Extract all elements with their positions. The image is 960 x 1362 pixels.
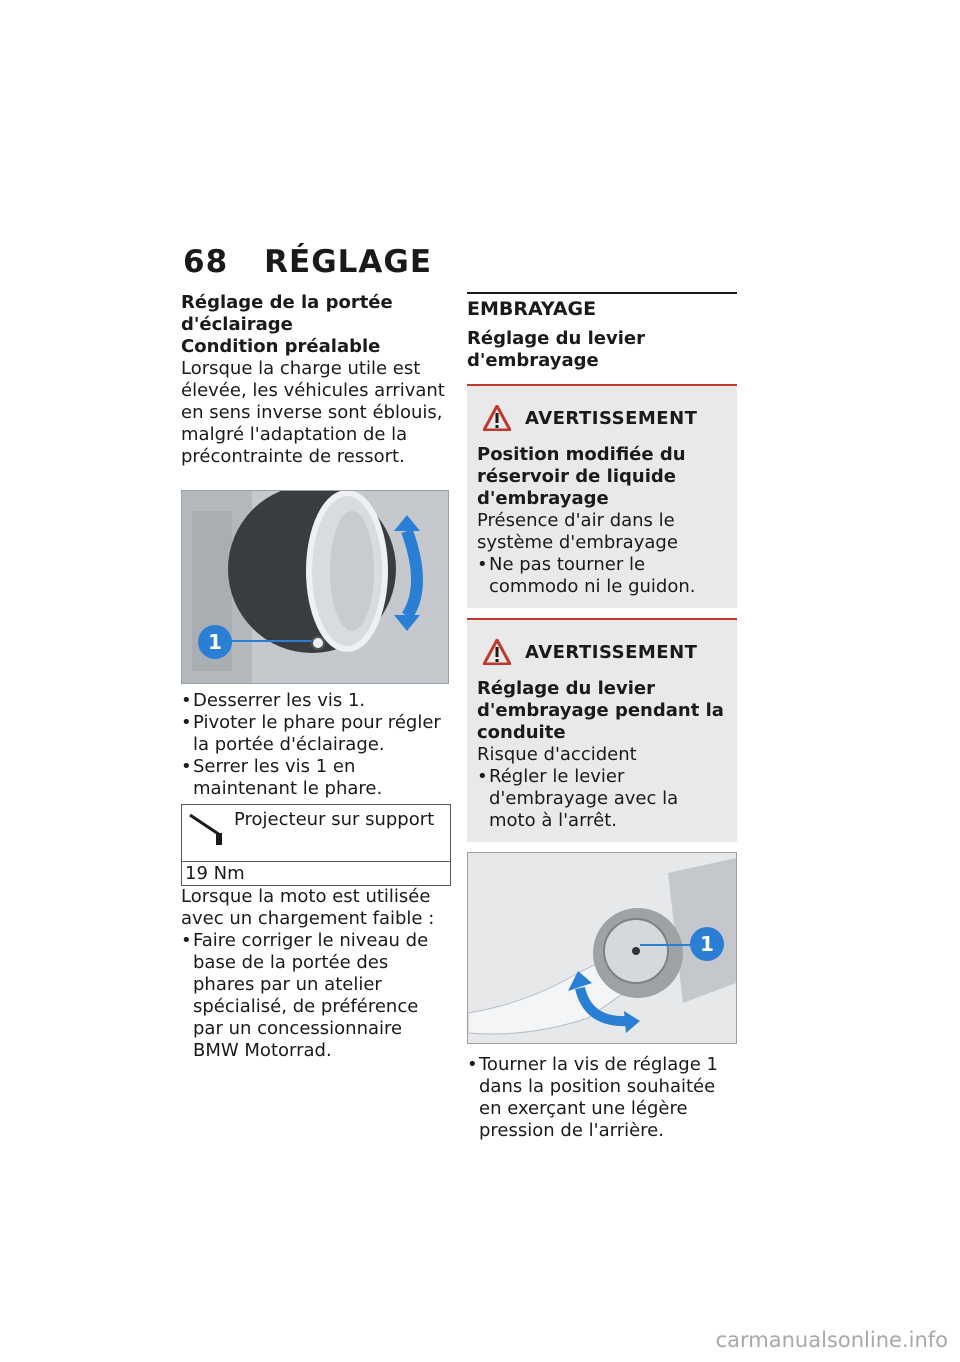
subheading: Condition préalable — [181, 336, 381, 357]
warning-headline: Réglage du levier d'embrayage pendant la conduite — [477, 678, 724, 743]
headlight-figure — [181, 490, 449, 684]
warning-text: Risque d'accident — [477, 744, 637, 765]
warning-triangle-icon — [483, 639, 511, 665]
step-item: • Serrer les vis 1 en maintenant le phare. — [181, 756, 451, 800]
torque-wrench-icon — [188, 811, 228, 847]
intro-text: Lorsque la charge utile est élevée, les véhicules arrivant en sens inverse sont éblouis, malgré l'adaptation de la précontrainte de ressort. — [181, 358, 445, 467]
page-number: 68 — [183, 244, 229, 280]
warning-headline: Position modifiée du réservoir de liquide d'embrayage — [477, 444, 686, 509]
step-item: • Pivoter le phare pour régler la portée d'éclairage. — [181, 712, 451, 756]
warning-bullet: • Régler le levier d'embrayage avec la moto à l'arrêt. — [477, 766, 727, 832]
clutch-lever-figure — [467, 852, 737, 1044]
page-title: RÉGLAGE — [264, 244, 432, 280]
warning-box — [467, 384, 737, 608]
section-rule — [467, 292, 737, 294]
watermark: carmanualsonline.info — [715, 1328, 948, 1352]
callout-1 — [198, 625, 232, 659]
warning-box — [467, 618, 737, 842]
callout-number: 1 — [700, 932, 714, 956]
step-item: • Tourner la vis de réglage 1 dans la position souhaitée en exerçant une légère pression de l'arrière. — [467, 1054, 737, 1142]
warning-text: Présence d'air dans le système d'embrayage — [477, 510, 678, 553]
left-column — [181, 292, 451, 1062]
callout-number: 1 — [208, 630, 222, 654]
warning-title: AVERTISSEMENT — [525, 407, 698, 429]
section-title: EMBRAYAGE — [467, 298, 597, 320]
callout-1 — [690, 927, 724, 961]
page-header — [183, 244, 432, 280]
torque-value: 19 Nm — [185, 863, 245, 884]
step-item: • Desserrer les vis 1. — [181, 690, 451, 712]
right-column — [467, 292, 737, 1142]
section-heading: Réglage de la portée d'éclairage — [181, 292, 393, 335]
section-heading: Réglage du levier d'embrayage — [467, 328, 645, 371]
warning-bullet: • Ne pas tourner le commodo ni le guidon. — [477, 554, 727, 598]
torque-label: Projecteur sur support — [234, 809, 435, 830]
torque-spec-table — [181, 804, 451, 886]
warning-triangle-icon — [483, 405, 511, 431]
conditional-text: Lorsque la moto est utilisée avec un chargement faible : — [181, 886, 435, 929]
step-item: • Faire corriger le niveau de base de la portée des phares par un atelier spécialisé, de préférence par un concessionnaire BMW Motorrad. — [181, 930, 451, 1062]
warning-title: AVERTISSEMENT — [525, 641, 698, 663]
